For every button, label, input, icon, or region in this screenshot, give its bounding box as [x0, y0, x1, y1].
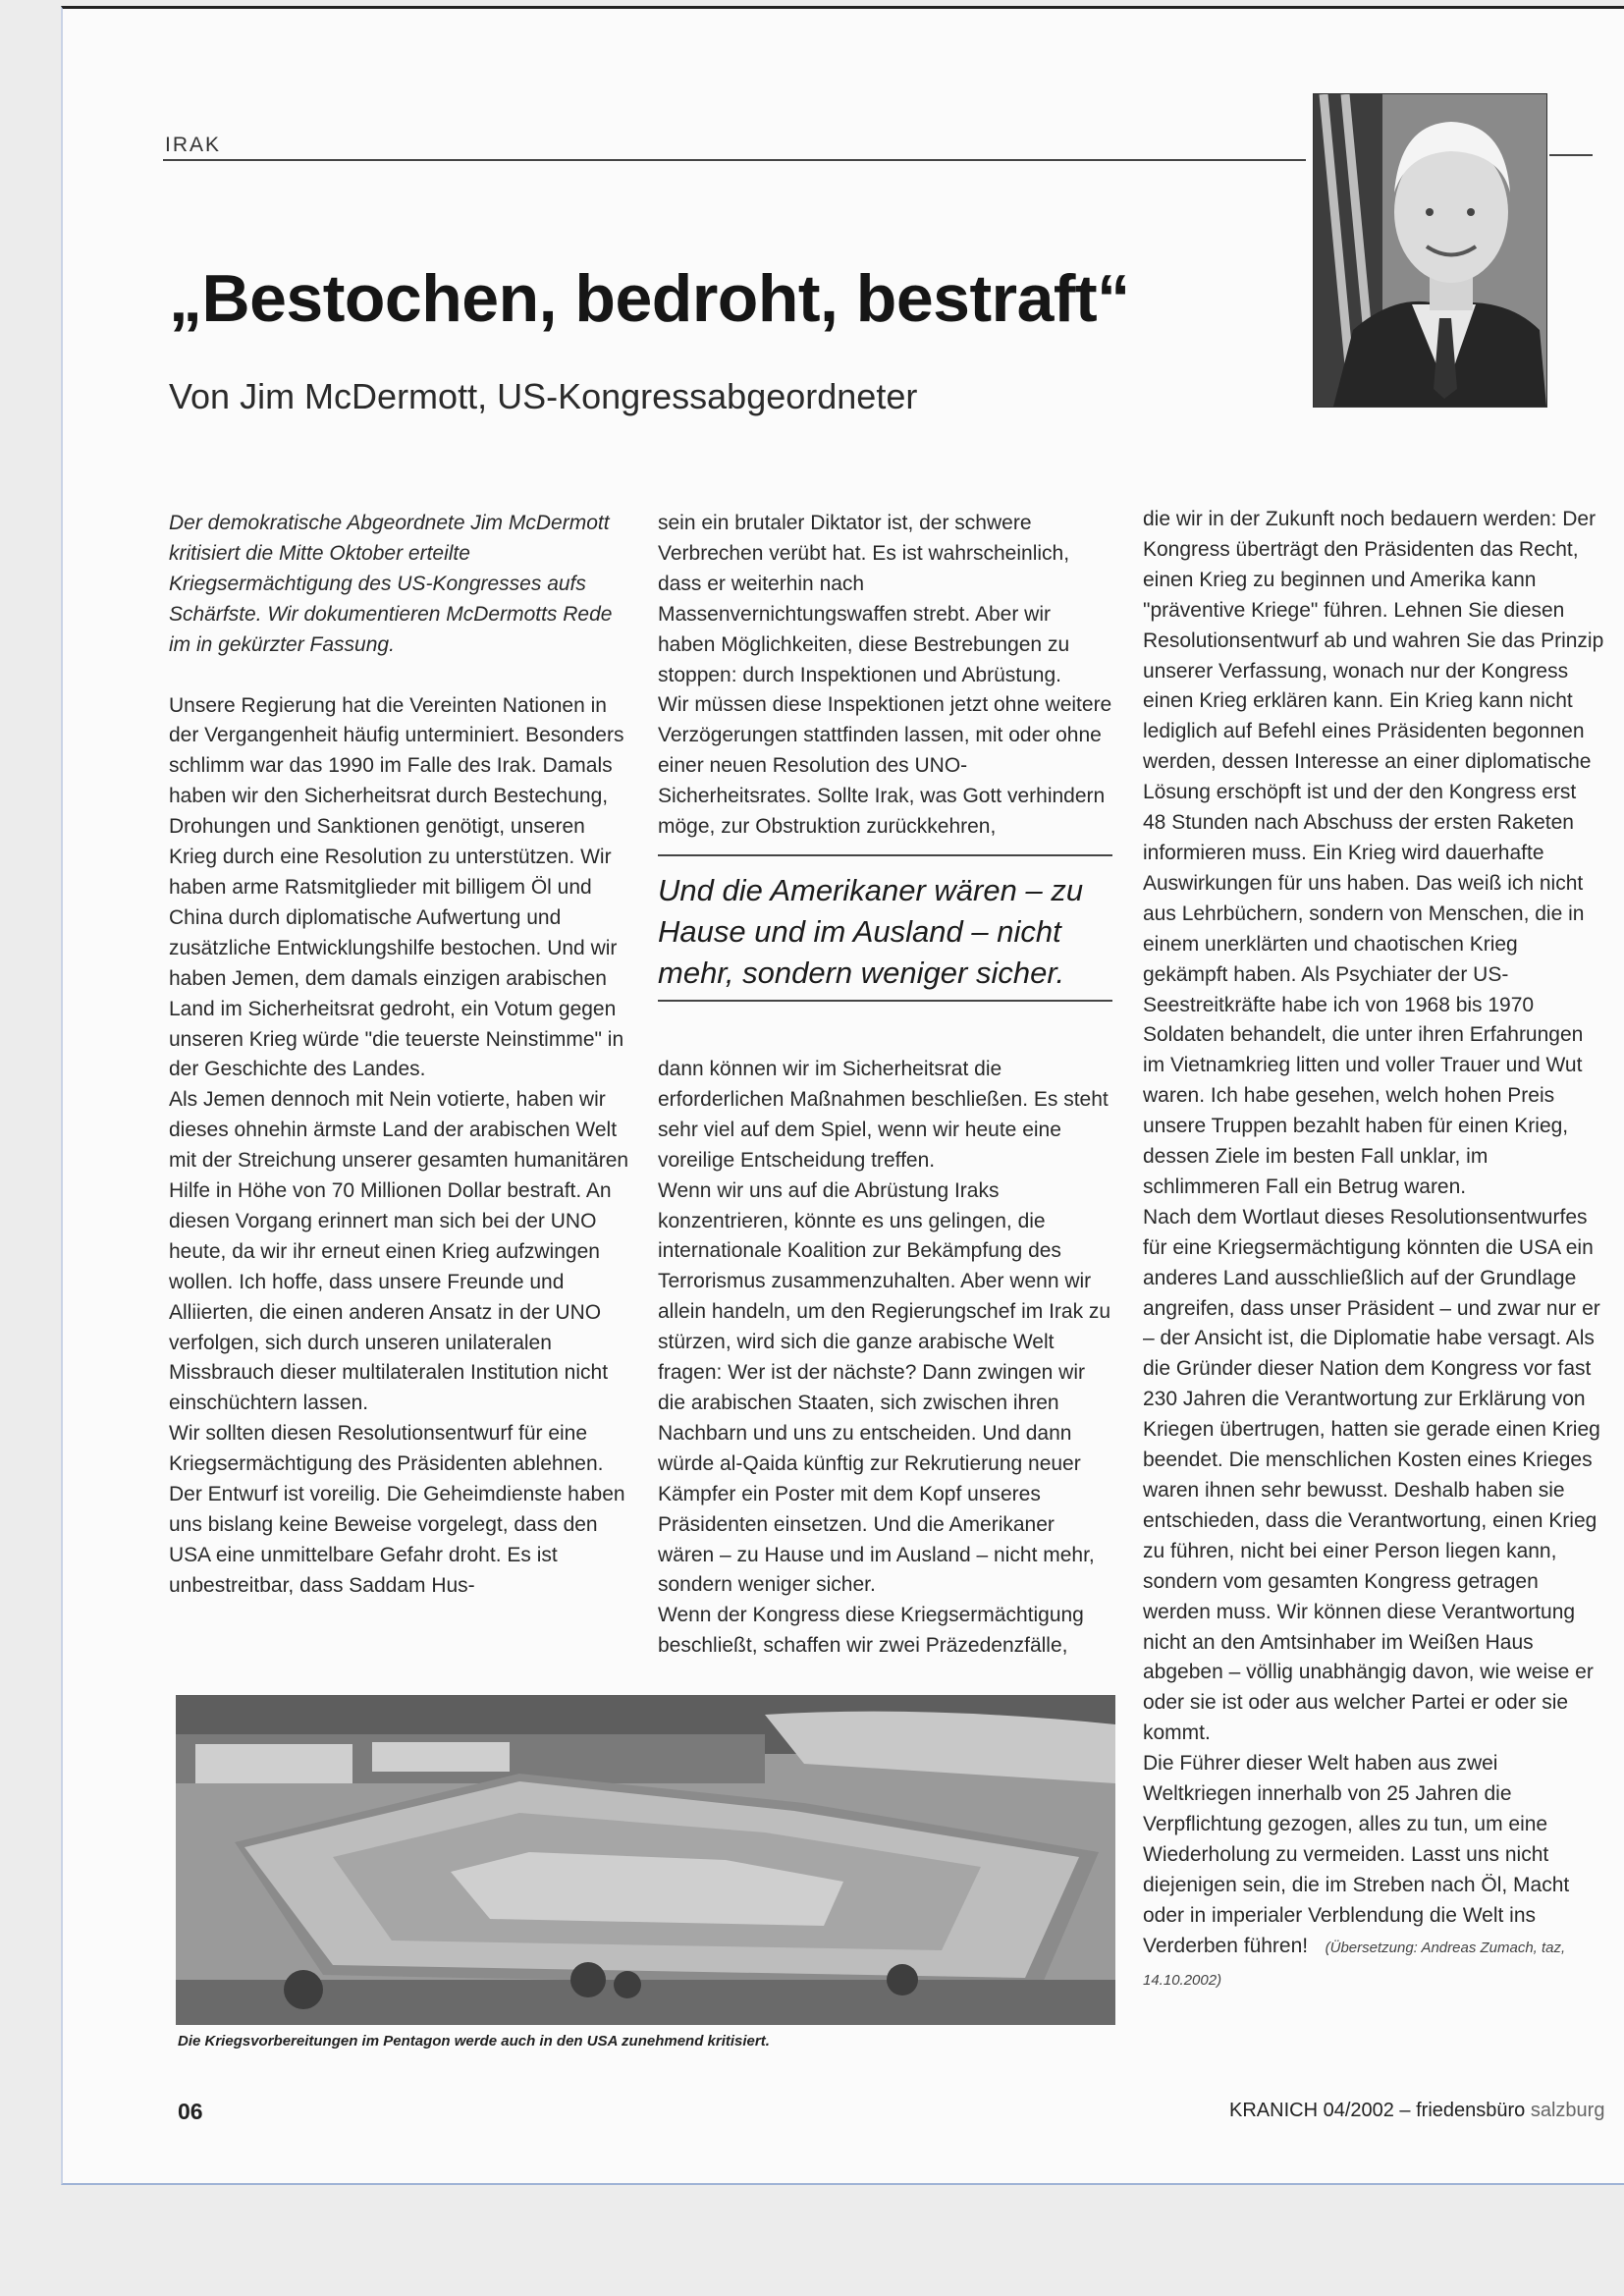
header-rule-right	[1549, 154, 1593, 156]
header-rule	[163, 159, 1306, 161]
body-paragraph: Als Jemen dennoch mit Nein votierte, haben wir dieses ohnehin ärmste Land der arabischen Welt mit der Streichung unserer gesamten humanitären Hilfe in Höhe von 70 Millionen Dollar bestraft. An diesen Vorgang erinnert man sich bei der UNO heute, da wir ihr erneut einen Krieg aufzwingen wollen. Ich hoffe, dass unsere Freunde und Alliierten, die einen anderen Ansatz in der UNO verfolgen, sich durch unseren unilateralen Missbrauch dieser multilateralen Institution nicht einschüchtern lassen.	[169, 1088, 629, 1415]
pull-quote: Und die Amerikaner wären – zu Hause und im Ausland – nicht mehr, sondern weniger sicher.	[658, 873, 1084, 990]
intro-paragraph: Der demokratische Abgeordnete Jim McDermott kritisiert die Mitte Oktober erteilte Kriegsermächtigung des US-Kongresses aufs Schärfste. Wir dokumentieren McDermotts Rede im in gekürzter Fassung.	[169, 512, 613, 656]
body-paragraph: Wenn der Kongress diese Kriegsermächtigung beschließt, schaffen wir zwei Präzedenzfälle,	[658, 1604, 1084, 1658]
body-paragraph: Unsere Regierung hat die Vereinten Nationen in der Vergangenheit häufig unterminiert. Besonders schlimm war das 1990 im Falle des Irak. Damals haben wir den Sicherheitsrat durch Bestechung, Drohungen und Sanktionen genötigt, unseren Krieg durch eine Resolution zu unterstützen. Wir haben arme Ratsmitglieder mit billigem Öl und China durch diplomatische Aufwertung und zusätzliche Entwicklungshilfe bestochen. Und wir haben Jemen, dem damals einzigen arabischen Land im Sicherheitsrat gedroht, ein Votum gegen unseren Krieg würde "die teuerste Neinstimme" in der Geschichte des Landes.	[169, 693, 624, 1081]
text-column-2-top	[658, 509, 1112, 843]
section-label: IRAK	[165, 134, 222, 156]
closing-text: Die Führer dieser Welt haben aus zwei Weltkriegen innerhalb von 25 Jahren die Verpflichtung gezogen, alles zu tun, um eine Wiederholung zu vermeiden. Lasst uns nicht diejenigen sein, die im Streben nach Öl, Macht oder in imperialer Verblendung die Welt ins Verderben führen!	[1143, 1752, 1570, 1957]
body-paragraph: Wir sollten diesen Resolutionsentwurf für eine Kriegsermächtigung des Präsidenten ablehnen. Der Entwurf ist voreilig. Die Geheimdienste haben uns bislang keine Beweise vorgelegt, dass den USA eine unmittelbare Gefahr droht. Es ist unbestreitbar, dass Saddam Hus-	[169, 1422, 625, 1597]
translation-credit: (Übersetzung: Andreas Zumach, taz, 14.10.2002)	[1143, 1939, 1566, 1989]
pull-quote-box	[658, 854, 1112, 1002]
publication-footer	[1229, 2100, 1604, 2122]
body-paragraph: Nach dem Wortlaut dieses Resolutionsentwurfes für eine Kriegsermächtigung könnten die USA ein anderes Land ausschließlich auf der Grundlage angreifen, dass unser Präsident – und zwar nur er – der Ansicht ist, die Diplomatie habe versagt. Als die Gründer dieser Nation dem Kongress vor fast 230 Jahren die Verantwortung zur Erklärung von Kriegen übertrugen, hatten sie gerade einen Krieg beendet. Die menschlichen Kosten eines Krieges waren ihnen sehr bewusst. Deshalb haben sie entschieden, dass die Verantwortung, einen Krieg zu führen, nicht bei einer Person liegen kann, sondern vom gesamten Kongress getragen werden muss. Wir können diese Verantwortung nicht an den Amtsinhaber im Weißen Haus abgeben – völlig unabhängig davon, wie weise er oder sie ist oder aus welcher Partei er oder sie kommt.	[1143, 1205, 1600, 1745]
body-paragraph: Wir müssen diese Inspektionen jetzt ohne weitere Verzögerungen stattfinden lassen, mit oder ohne einer neuen Resolution des UNO-Sicherheitsrates. Sollte Irak, was Gott verhindern möge, zur Obstruktion zurückkehren,	[658, 693, 1112, 839]
article-byline: Von Jim McDermott, US-Kongressabgeordneter	[169, 376, 918, 416]
body-paragraph: die wir in der Zukunft noch bedauern werden: Der Kongress überträgt den Präsidenten das Recht, einen Krieg zu beginnen und Amerika kann "präventive Kriege" führen. Lehnen Sie diesen Resolutionsentwurf ab und wahren Sie das Prinzip unserer Verfassung, wonach nur der Kongress einen Krieg erklären kann. Ein Krieg kann nicht lediglich auf Befehl eines Präsidenten begonnen werden, dessen Interesse an einer diplomatische Lösung erschöpft ist und der den Kongress erst 48 Stunden nach Abschuss der ersten Raketen informieren muss. Ein Krieg wird dauerhafte Auswirkungen für uns haben. Das weiß ich nicht aus Lehrbüchern, sondern von Menschen, die in einem unerklärten und chaotischen Krieg gekämpft haben. Als Psychiater der US-Seestreitkräfte habe ich von 1968 bis 1970 Soldaten behandelt, die unter ihren Erfahrungen im Vietnamkrieg litten und voller Trauer und Wut waren. Ich habe gesehen, welch hohen Preis unsere Truppen bezahlt haben für einen Krieg, dessen Ziele im besten Fall unklar, im schlimmeren Fall ein Betrug waren.	[1143, 508, 1604, 1198]
text-column-1	[169, 509, 630, 1602]
publication-city: salzburg	[1530, 2100, 1605, 2121]
text-column-3	[1143, 505, 1604, 1995]
pentagon-aerial-photo	[176, 1695, 1115, 2025]
author-portrait	[1313, 93, 1547, 408]
page-number: 06	[178, 2099, 203, 2124]
body-paragraph: dann können wir im Sicherheitsrat die erforderlichen Maßnahmen beschließen. Es steht sehr viel auf dem Spiel, wenn wir heute eine voreilige Entscheidung treffen.	[658, 1058, 1109, 1172]
text-column-2-bottom	[658, 1055, 1112, 1662]
article-title: „Bestochen, bedroht, bestraft“	[169, 261, 1130, 336]
body-paragraph	[1143, 1749, 1604, 1995]
pull-quote-rule-bottom	[658, 1000, 1112, 1002]
photo-caption: Die Kriegsvorbereitungen im Pentagon werde auch in den USA zunehmend kritisiert.	[178, 2033, 770, 2050]
publication-name: KRANICH 04/2002 – friedensbüro	[1229, 2100, 1526, 2121]
body-paragraph: sein ein brutaler Diktator ist, der schwere Verbrechen verübt hat. Es ist wahrscheinlich, dass er weiterhin nach Massenvernichtungswaffen strebt. Aber wir haben Möglichkeiten, diese Bestrebungen zu stoppen: durch Inspektionen und Abrüstung.	[658, 512, 1070, 686]
body-paragraph: Wenn wir uns auf die Abrüstung Iraks konzentrieren, könnte es uns gelingen, die internationale Koalition zur Bekämpfung des Terrorismus zusammenzuhalten. Aber wenn wir allein handeln, um den Regierungschef im Irak zu stürzen, wird sich die ganze arabische Welt fragen: Wer ist der nächste? Dann zwingen wir die arabischen Staaten, sich zwischen ihren Nachbarn und uns zu entscheiden. Und dann würde al-Qaida künftig zur Rekrutierung neuer Kämpfer ein Poster mit dem Kopf unseres Präsidenten einsetzen. Und die Amerikaner wären – zu Hause und im Ausland – nicht mehr, sondern weniger sicher.	[658, 1178, 1111, 1597]
